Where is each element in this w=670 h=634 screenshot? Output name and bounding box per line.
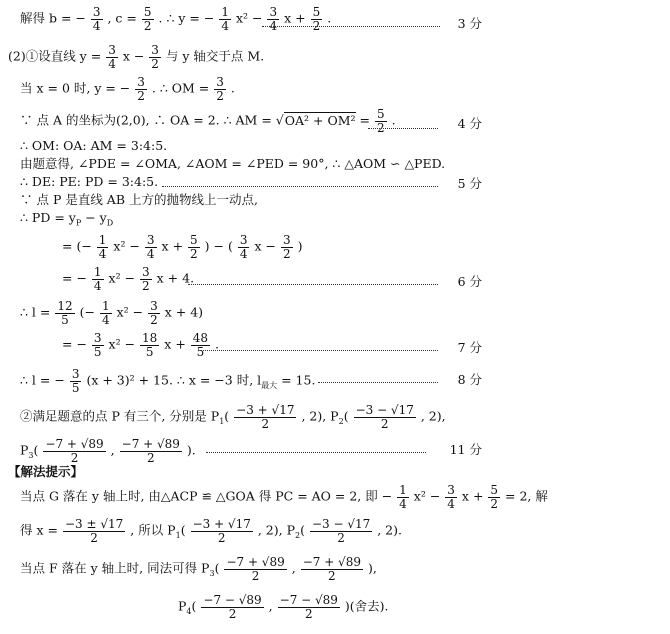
dot-leader [206, 452, 426, 453]
solution-line-4: ∵ 点 A 的坐标为(2,0), ∴ OA = 2. ∴ AM = √OA² + OM² = $\frac{5}{2}$ . [20, 107, 396, 135]
score-label: 3 分 [457, 16, 482, 31]
fraction: $\frac{-7 + √89}{2}$ [226, 555, 285, 583]
hint-line-4: $P_4$( $\frac{-7 - √89}{2}$ , $\frac{-7 - √89}{2}$ )(舍去). [178, 593, 389, 621]
solution-line-16: $P_3$( $\frac{-7 + √89}{2}$ , $\frac{-7 + √89}{2}$ ). [20, 437, 196, 465]
fraction: $\frac{5}{2}$ [143, 5, 152, 33]
score-label: 5 分 [457, 176, 482, 191]
score-label: 7 分 [457, 340, 482, 355]
hint-line-3: 当点 F 落在 y 轴上时, 同法可得 $P_3$( $\frac{-7 + √89}{2}$ , $\frac{-7 + √89}{2}$ ), [20, 555, 377, 583]
dot-leader [262, 26, 440, 27]
fraction: $\frac{3}{4}$ [92, 5, 101, 33]
solution-line-9: ∴ PD = $y_P - y_D$ [20, 210, 114, 228]
solution-line-2: (2)①设直线 y = $\frac{3}{4}$ x − $\frac{3}{2}$ 与 y 轴交于点 M. [8, 43, 265, 71]
dot-leader [188, 284, 438, 285]
score-label: 4 分 [457, 116, 482, 131]
fraction: $\frac{1}{4}$ [98, 233, 107, 261]
fraction: $\frac{3}{4}$ [146, 233, 155, 261]
solution-line-8: ∵ 点 P 是直线 AB 上方的抛物线上一动点, [20, 192, 258, 207]
fraction: $\frac{-3 \pm √17}{2}$ [64, 517, 124, 545]
fraction: $\frac{5}{2}$ [312, 5, 321, 33]
fraction: $\frac{3}{2}$ [142, 265, 150, 293]
fraction: $\frac{5}{2}$ [190, 233, 198, 261]
fraction: $\frac{-3 + √17}{2}$ [236, 403, 295, 431]
fraction: $\frac{3}{4}$ [239, 233, 248, 261]
dot-leader [200, 350, 438, 351]
score-label: 8 分 [457, 372, 482, 387]
fraction: $\frac{3}{2}$ [216, 75, 224, 103]
fraction: $\frac{3}{4}$ [447, 483, 455, 511]
fraction: $\frac{18}{5}$ [142, 331, 158, 359]
solution-line-6: 由题意得, ∠PDE = ∠OMA, ∠AOM = ∠PED = 90°, ∴ △AOM ∽ △PED. [20, 156, 446, 171]
solution-line-1: 解得 b = − $\frac{3}{4}$ , c = $\frac{5}{2}$ . ∴ y = − $\frac{1}{4}$ x² − $\frac{3}{4}$ x + $\frac{5}{2}$ . [20, 5, 332, 33]
fraction: $\frac{5}{2}$ [376, 107, 385, 135]
fraction: $\frac{1}{4}$ [101, 299, 110, 327]
solution-line-11: = − $\frac{1}{4}$ x² − $\frac{3}{2}$ x + 4. [62, 265, 195, 293]
fraction: $\frac{3}{5}$ [71, 367, 80, 395]
fraction: $\frac{48}{5}$ [192, 331, 209, 359]
hint-line-1: 当点 G 落在 y 轴上时, 由△ACP ≌ △GOA 得 PC = AO = 2, 即 − $\frac{1}{4}$ x² − $\frac{3}{4}$ x + $\frac{5}{2}$ = 2, 解 [20, 483, 548, 511]
solution-line-10: = (− $\frac{1}{4}$ x² − $\frac{3}{4}$ x + $\frac{5}{2}$ ) − ( $\frac{3}{4}$ x − $\frac{3}{2}$ ) [62, 233, 303, 261]
dot-leader [162, 186, 438, 187]
score-label: 11 分 [449, 442, 482, 457]
fraction: $\frac{5}{2}$ [490, 483, 499, 511]
fraction: $\frac{3}{2}$ [151, 43, 159, 71]
fraction: $\frac{3}{2}$ [150, 299, 158, 327]
fraction: $\frac{-7 + √89}{2}$ [302, 555, 361, 583]
solution-line-15: ②满足题意的点 P 有三个, 分别是 $P_1$( $\frac{-3 + √17}{2}$ , 2), $P_2$( $\frac{-3 - √17}{2}$ , 2), [20, 403, 446, 431]
fraction: $\frac{-3 + √17}{2}$ [192, 517, 251, 545]
solution-line-7: ∴ DE: PE: PD = 3:4:5. [20, 174, 159, 189]
solution-line-12: ∴ l = $\frac{12}{5}$ (− $\frac{1}{4}$ x² − $\frac{3}{2}$ x + 4) [20, 299, 204, 327]
hint-heading: 【解法提示】 [8, 464, 84, 479]
fraction: $\frac{1}{4}$ [221, 5, 229, 33]
fraction: $\frac{1}{4}$ [399, 483, 407, 511]
dot-leader [368, 128, 438, 129]
fraction: $\frac{-7 + √89}{2}$ [121, 437, 180, 465]
hint-line-2: 得 x = $\frac{-3 \pm √17}{2}$ , 所以 $P_1$( $\frac{-3 + √17}{2}$ , 2), $P_2$( $\frac{-3 - √17}{2}$ , 2). [20, 517, 402, 545]
fraction: $\frac{3}{4}$ [269, 5, 278, 33]
score-label: 6 分 [457, 274, 482, 289]
solution-line-13: = − $\frac{3}{5}$ x² − $\frac{18}{5}$ x + $\frac{48}{5}$ . [62, 331, 220, 359]
fraction: $\frac{-3 - √17}{2}$ [355, 403, 414, 431]
solution-line-14: ∴ l = − $\frac{3}{5}$ (x + 3)² + 15. ∴ x = −3 时, $l_{最大} = 15$. [20, 367, 316, 395]
fraction: $\frac{12}{5}$ [57, 299, 73, 327]
fraction: $\frac{-7 - √89}{2}$ [203, 593, 262, 621]
solution-line-5: ∴ OM: OA: AM = 3:4:5. [20, 138, 168, 153]
fraction: $\frac{-3 - √17}{2}$ [311, 517, 371, 545]
dot-leader [318, 382, 438, 383]
fraction: $\frac{3}{2}$ [137, 75, 145, 103]
fraction: $\frac{1}{4}$ [93, 265, 102, 293]
fraction: $\frac{3}{2}$ [282, 233, 291, 261]
fraction: $\frac{3}{5}$ [93, 331, 102, 359]
fraction: $\frac{-7 - √89}{2}$ [279, 593, 338, 621]
fraction: $\frac{3}{4}$ [108, 43, 116, 71]
fraction: $\frac{-7 + √89}{2}$ [45, 437, 104, 465]
solution-line-3: 当 x = 0 时, y = − $\frac{3}{2}$ . ∴ OM = $\frac{3}{2}$ . [20, 75, 235, 103]
